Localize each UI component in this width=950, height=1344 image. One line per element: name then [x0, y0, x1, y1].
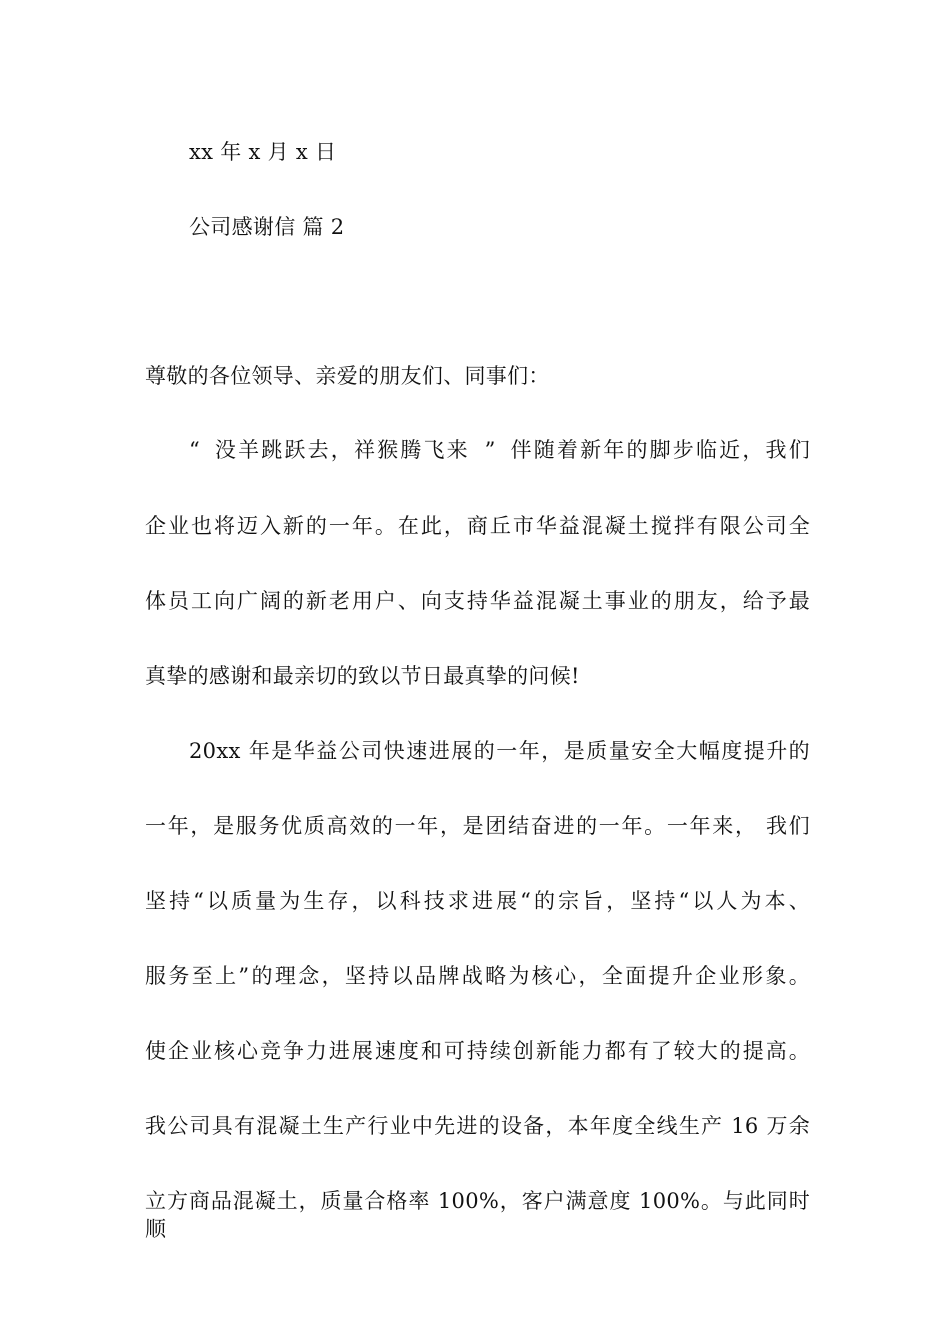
- paragraph-line: 坚持“以质量为生存，以科技求进展“的宗旨，坚持“以人为本、: [145, 889, 810, 913]
- letter-heading: 公司感谢信 篇 2: [189, 215, 345, 239]
- paragraph-line: 企业也将迈入新的一年。在此，商丘市华益混凝土搅拌有限公司全: [145, 514, 810, 538]
- paragraph-line: 我公司具有混凝土生产行业中先进的设备，本年度全线生产 16 万余: [145, 1114, 810, 1138]
- paragraph-line: “ 没羊跳跃去，祥猴腾飞来 ” 伴随着新年的脚步临近，我们: [189, 438, 810, 462]
- paragraph-line: 一年，是服务优质高效的一年，是团结奋进的一年。一年来， 我们: [145, 814, 810, 838]
- paragraph-line: 服务至上”的理念，坚持以品牌战略为核心，全面提升企业形象。: [145, 964, 810, 988]
- paragraph-line: 立方商品混凝土，质量合格率 100%，客户满意度 100%。与此同时顺: [145, 1189, 810, 1241]
- letter-salutation: 尊敬的各位领导、亲爱的朋友们、同事们：: [145, 364, 550, 388]
- paragraph-line: 体员工向广阔的新老用户、向支持华益混凝土事业的朋友，给予最: [145, 589, 810, 613]
- paragraph-line: 使企业核心竞争力进展速度和可持续创新能力都有了较大的提高。: [145, 1039, 810, 1063]
- paragraph-line: 真挚的感谢和最亲切的致以节日最真挚的问候!: [145, 664, 580, 688]
- letter-date: xx 年 x 月 x 日: [189, 140, 337, 164]
- paragraph-line: 20xx 年是华益公司快速进展的一年，是质量安全大幅度提升的: [189, 739, 810, 763]
